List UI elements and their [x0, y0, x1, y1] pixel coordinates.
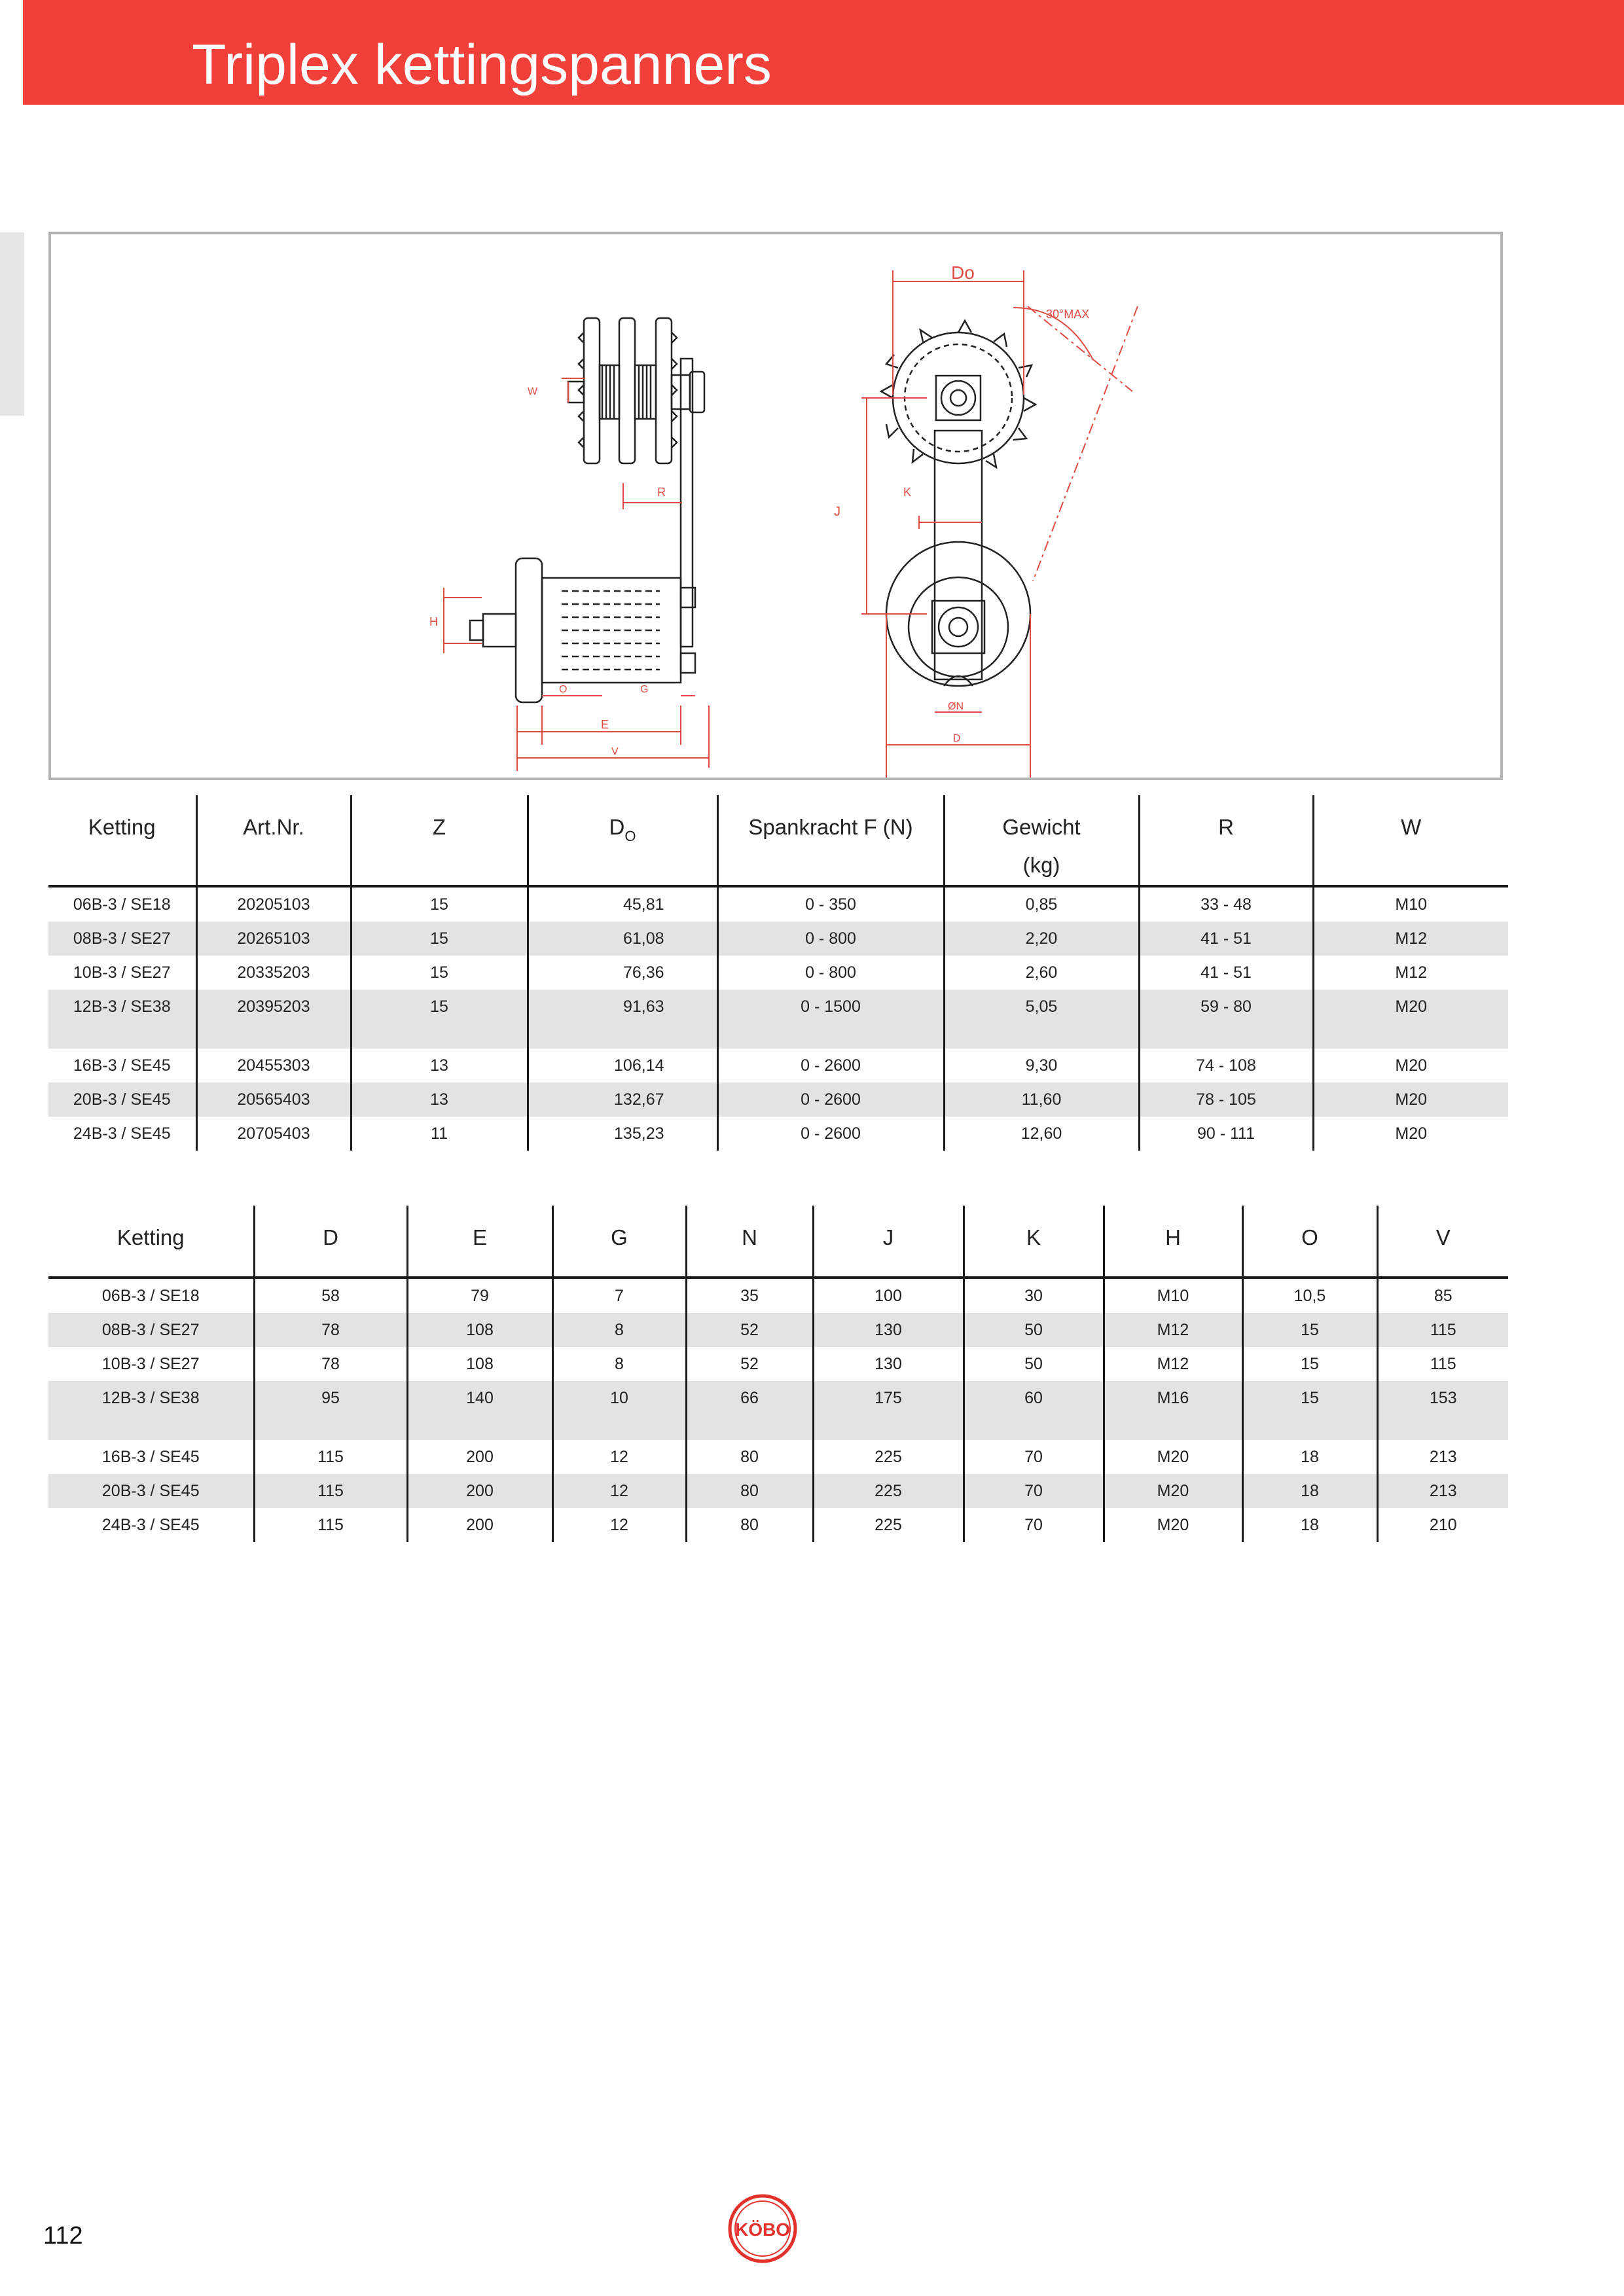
cell-w: M12 [1313, 922, 1508, 956]
table-row [48, 1440, 1508, 1474]
cell-v: 85 [1377, 1278, 1508, 1313]
cell-z: 13 [351, 1083, 528, 1117]
cell-v: 213 [1377, 1440, 1508, 1474]
table-row [48, 886, 1508, 922]
cell-h: M10 [1104, 1278, 1242, 1313]
cell-o: 15 [1242, 1313, 1377, 1347]
cell-do: 45,81 [528, 886, 717, 922]
label-w: W [528, 386, 538, 397]
drawing-svg [51, 234, 1500, 778]
cell-kg: 5,05 [944, 990, 1139, 1049]
cell-z: 13 [351, 1049, 528, 1083]
cell-j: 225 [813, 1474, 964, 1508]
col-j: J [813, 1206, 964, 1278]
cell-ketting: 10B-3 / SE27 [73, 963, 171, 982]
cell-ketting: 20B-3 / SE45 [48, 1474, 254, 1508]
cell-ketting: 08B-3 / SE27 [48, 1313, 254, 1347]
cell-do: 135,23 [528, 1117, 717, 1151]
cell-z: 15 [351, 990, 528, 1049]
table-row [48, 1347, 1508, 1381]
cell-kg: 0,85 [944, 886, 1139, 922]
cell-h: M20 [1104, 1474, 1242, 1508]
cell-ketting: 06B-3 / SE18 [73, 895, 171, 914]
cell-ketting: 16B-3 / SE45 [73, 1056, 171, 1075]
cell-e: 108 [407, 1347, 552, 1381]
cell-f: 0 - 1500 [717, 990, 944, 1049]
table-row [48, 1083, 1508, 1117]
cell-z: 11 [351, 1117, 528, 1151]
header-bar [23, 0, 1624, 105]
cell-g: 12 [552, 1508, 686, 1542]
cell-k: 70 [964, 1474, 1104, 1508]
table-row [48, 956, 1508, 990]
cell-n: 66 [686, 1381, 813, 1440]
col-gewicht-label: Gewicht [1002, 815, 1081, 839]
label-r: R [657, 486, 666, 499]
cell-e: 200 [407, 1508, 552, 1542]
cell-d: 115 [254, 1508, 407, 1542]
label-k: K [903, 486, 912, 499]
cell-j: 175 [813, 1381, 964, 1440]
cell-kg: 2,20 [944, 922, 1139, 956]
cell-v: 153 [1377, 1381, 1508, 1440]
cell-w: M10 [1313, 886, 1508, 922]
cell-ketting: 20B-3 / SE45 [48, 1083, 196, 1117]
label-j: J [834, 505, 840, 519]
cell-do: 76,36 [528, 956, 717, 990]
cell-g: 10 [552, 1381, 686, 1440]
cell-h: M16 [1104, 1381, 1242, 1440]
label-n: ØN [948, 701, 964, 712]
table-row [48, 1049, 1508, 1083]
col-gewicht-unit: (kg) [1022, 853, 1060, 877]
cell-j: 130 [813, 1347, 964, 1381]
table1-header-row [48, 795, 1508, 886]
cell-f: 0 - 350 [717, 886, 944, 922]
cell-f: 0 - 2600 [717, 1083, 944, 1117]
cell-w: M20 [1313, 990, 1508, 1049]
cell-d: 78 [254, 1347, 407, 1381]
col-h: H [1104, 1206, 1242, 1278]
cell-o: 18 [1242, 1440, 1377, 1474]
cell-r: 74 - 108 [1139, 1049, 1313, 1083]
col-r: R [1139, 795, 1313, 886]
cell-r: 59 - 80 [1139, 990, 1313, 1049]
cell-o: 10,5 [1242, 1278, 1377, 1313]
table-row [48, 1117, 1508, 1151]
cell-f: 0 - 800 [717, 922, 944, 956]
spec-table-2 [48, 1206, 1508, 1542]
kobo-logo [727, 2193, 799, 2265]
cell-ketting: 24B-3 / SE45 [101, 1515, 200, 1534]
cell-w: M20 [1313, 1117, 1508, 1151]
cell-h: M12 [1104, 1347, 1242, 1381]
cell-e: 108 [407, 1313, 552, 1347]
cell-w: M12 [1313, 956, 1508, 990]
label-angle: 30°MAX [1046, 308, 1090, 321]
col-do-main: D [609, 815, 625, 839]
label-do: Do [951, 262, 975, 283]
table-row [48, 1508, 1508, 1542]
label-g: G [640, 684, 649, 695]
cell-ketting: 16B-3 / SE45 [101, 1447, 200, 1466]
cell-k: 70 [964, 1508, 1104, 1542]
col-g: G [552, 1206, 686, 1278]
page-title: Triplex kettingspanners [192, 33, 772, 96]
cell-f: 0 - 2600 [717, 1049, 944, 1083]
cell-ketting: 06B-3 / SE18 [101, 1286, 200, 1305]
cell-e: 140 [407, 1381, 552, 1440]
cell-artnr: 20265103 [196, 922, 351, 956]
cell-d: 115 [254, 1440, 407, 1474]
cell-kg: 9,30 [944, 1049, 1139, 1083]
table-row [48, 990, 1508, 1049]
cell-do: 106,14 [528, 1049, 717, 1083]
cell-do: 132,67 [528, 1083, 717, 1117]
cell-e: 200 [407, 1440, 552, 1474]
cell-kg: 11,60 [944, 1083, 1139, 1117]
table-row [48, 1278, 1508, 1313]
cell-kg: 2,60 [944, 956, 1139, 990]
table-row [48, 922, 1508, 956]
cell-z: 15 [351, 922, 528, 956]
label-o: O [559, 684, 568, 695]
cell-g: 7 [552, 1278, 686, 1313]
cell-r: 78 - 105 [1139, 1083, 1313, 1117]
cell-artnr: 20455303 [196, 1049, 351, 1083]
cell-j: 225 [813, 1440, 964, 1474]
cell-v: 115 [1377, 1313, 1508, 1347]
cell-r: 33 - 48 [1139, 886, 1313, 922]
col-e: E [407, 1206, 552, 1278]
cell-do: 91,63 [528, 990, 717, 1049]
cell-z: 15 [351, 886, 528, 922]
cell-v: 115 [1377, 1347, 1508, 1381]
cell-o: 15 [1242, 1347, 1377, 1381]
cell-kg: 12,60 [944, 1117, 1139, 1151]
table2-header-row [48, 1206, 1508, 1278]
label-e: E [601, 718, 609, 731]
cell-k: 70 [964, 1440, 1104, 1474]
technical-drawing [48, 232, 1503, 780]
cell-n: 52 [686, 1313, 813, 1347]
side-tab [0, 232, 24, 416]
cell-d: 58 [254, 1278, 407, 1313]
table-row [48, 1313, 1508, 1347]
col-gewicht [944, 795, 1139, 886]
cell-h: M12 [1104, 1313, 1242, 1347]
cell-do: 61,08 [528, 922, 717, 956]
cell-z: 15 [351, 956, 528, 990]
table-row [48, 1381, 1508, 1440]
col-d: D [254, 1206, 407, 1278]
cell-h: M20 [1104, 1508, 1242, 1542]
cell-ketting: 10B-3 / SE27 [101, 1354, 200, 1373]
cell-artnr: 20205103 [196, 886, 351, 922]
cell-k: 50 [964, 1313, 1104, 1347]
label-v: V [611, 746, 619, 757]
cell-artnr: 20705403 [196, 1117, 351, 1151]
cell-j: 130 [813, 1313, 964, 1347]
cell-j: 225 [813, 1508, 964, 1542]
label-d: D [953, 733, 961, 744]
col-do [528, 795, 717, 886]
col-o: O [1242, 1206, 1377, 1278]
col-ketting: Ketting [117, 1225, 185, 1249]
col-z: Z [351, 795, 528, 886]
cell-f: 0 - 2600 [717, 1117, 944, 1151]
col-do-sub: O [624, 828, 636, 844]
cell-e: 79 [407, 1278, 552, 1313]
cell-artnr: 20565403 [196, 1083, 351, 1117]
col-artnr: Art.Nr. [196, 795, 351, 886]
cell-artnr: 20395203 [196, 990, 351, 1049]
cell-k: 60 [964, 1381, 1104, 1440]
cell-g: 12 [552, 1474, 686, 1508]
cell-o: 18 [1242, 1508, 1377, 1542]
cell-n: 80 [686, 1508, 813, 1542]
col-k: K [964, 1206, 1104, 1278]
cell-r: 41 - 51 [1139, 956, 1313, 990]
logo-text: KÖBO [735, 2219, 790, 2240]
label-h: H [429, 615, 438, 628]
cell-f: 0 - 800 [717, 956, 944, 990]
col-spankracht: Spankracht F (N) [717, 795, 944, 886]
spec-table-1 [48, 795, 1508, 1151]
col-v: V [1377, 1206, 1508, 1278]
cell-v: 210 [1377, 1508, 1508, 1542]
cell-o: 15 [1242, 1381, 1377, 1440]
cell-r: 90 - 111 [1139, 1117, 1313, 1151]
cell-n: 35 [686, 1278, 813, 1313]
cell-e: 200 [407, 1474, 552, 1508]
cell-r: 41 - 51 [1139, 922, 1313, 956]
cell-o: 18 [1242, 1474, 1377, 1508]
cell-ketting: 24B-3 / SE45 [73, 1124, 171, 1143]
cell-k: 30 [964, 1278, 1104, 1313]
cell-ketting: 12B-3 / SE38 [48, 1381, 254, 1440]
cell-g: 8 [552, 1313, 686, 1347]
cell-d: 115 [254, 1474, 407, 1508]
cell-n: 80 [686, 1440, 813, 1474]
cell-w: M20 [1313, 1049, 1508, 1083]
cell-j: 100 [813, 1278, 964, 1313]
col-w: W [1313, 795, 1508, 886]
cell-d: 78 [254, 1313, 407, 1347]
cell-d: 95 [254, 1381, 407, 1440]
cell-g: 12 [552, 1440, 686, 1474]
cell-ketting: 12B-3 / SE38 [48, 990, 196, 1049]
cell-v: 213 [1377, 1474, 1508, 1508]
table-row [48, 1474, 1508, 1508]
col-ketting: Ketting [88, 815, 156, 839]
col-n: N [686, 1206, 813, 1278]
cell-k: 50 [964, 1347, 1104, 1381]
cell-artnr: 20335203 [196, 956, 351, 990]
cell-h: M20 [1104, 1440, 1242, 1474]
page-number: 112 [43, 2222, 83, 2250]
cell-g: 8 [552, 1347, 686, 1381]
cell-n: 80 [686, 1474, 813, 1508]
cell-ketting: 08B-3 / SE27 [48, 922, 196, 956]
cell-w: M20 [1313, 1083, 1508, 1117]
cell-n: 52 [686, 1347, 813, 1381]
